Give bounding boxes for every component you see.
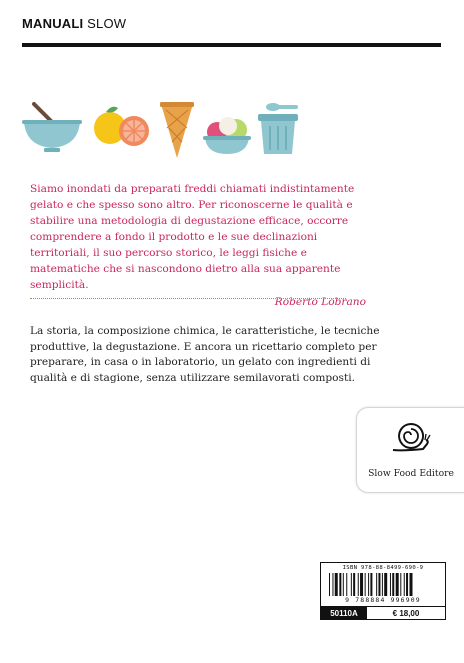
barcode-bar (390, 573, 391, 596)
book-description (30, 324, 380, 386)
barcode-bar (365, 573, 366, 596)
series-name (22, 16, 126, 31)
illustration-row (22, 98, 298, 162)
publisher-tab (356, 407, 464, 493)
dotted-divider (30, 298, 346, 299)
header-rule (22, 43, 441, 47)
barcode-bar (378, 573, 380, 596)
barcode-bar (351, 573, 352, 596)
gelato-tub-spoon-icon (258, 103, 298, 154)
price-row (321, 606, 445, 620)
ice-cream-cone-icon (160, 102, 194, 158)
barcode-label (320, 562, 446, 620)
barcode-bar (329, 573, 330, 596)
description-text: La storia, la composizione chimica, le caratteristiche, le tecniche produttive, la degustazione. E ancora un ricettario completo per preparare, in casa o in laboratorio, un gelato con ingredienti di qualità e di stagione, senza utilizzare semilavorati composti. (30, 325, 380, 384)
product-code: 50110A (321, 607, 367, 620)
isbn-number: ISBN 978-88-8499-690-9 (342, 565, 424, 571)
mortar-bowl-icon (22, 104, 82, 152)
citrus-fruit-icon (94, 107, 149, 146)
barcode-bar (406, 573, 408, 596)
snail-icon (391, 420, 431, 454)
barcode-bar (346, 573, 347, 596)
barcode-bar (396, 573, 399, 596)
barcode-bar (335, 573, 338, 596)
barcode-bar (370, 573, 372, 596)
barcode-bar (360, 573, 363, 596)
barcode-bar (382, 573, 383, 596)
barcode-digits: 9 788884 996909 (345, 596, 421, 604)
barcode-bar (343, 573, 344, 596)
barcode-bar (358, 573, 359, 596)
barcode-bar (332, 573, 333, 596)
barcode-bars (329, 573, 437, 596)
barcode-bar (376, 573, 377, 596)
barcode-bar (410, 573, 413, 596)
ice-cream-cup-icon (203, 117, 251, 154)
price-label: € 18,00 (392, 609, 420, 618)
barcode-bar (353, 573, 355, 596)
barcode-bar (384, 573, 387, 596)
publisher-name: Slow Food Editore (368, 468, 454, 479)
barcode-bar (404, 573, 405, 596)
quote-author: Roberto Lobrano (274, 296, 366, 308)
barcode-bar (392, 573, 394, 596)
barcode-bar (339, 573, 341, 596)
quote-text: Siamo inondati da preparati freddi chiamati indistintamente gelato e che spesso sono altro. Per riconoscerne le qualità e stabilire una metodologia di degustazione efficace, occorre comprendere a fondo il prodotto e le sue declinazioni territoriali, il suo percorso storico, le leggi fisiche e matematiche che si nascondono dietro alla sua apparente semplicità. (30, 183, 355, 291)
series-name-bold: MANUALI (22, 16, 84, 31)
blurb-quote (30, 181, 370, 310)
barcode-bar (368, 573, 369, 596)
barcode-bar (400, 573, 401, 596)
series-name-light: SLOW (87, 16, 127, 31)
